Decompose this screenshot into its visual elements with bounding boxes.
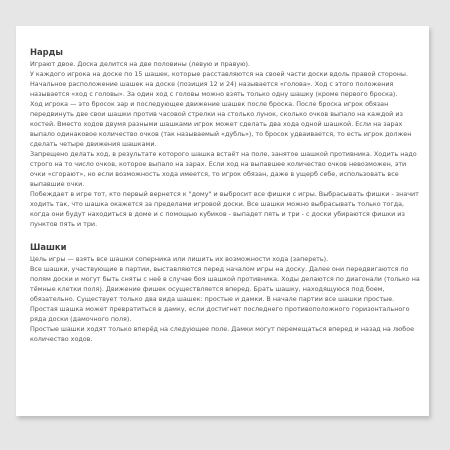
rules-content	[30, 46, 422, 344]
paragraph: Простые шашки ходят только вперёд на следующее поле. Дамки могут перемещаться вперед и назад на любое количество ходов.	[30, 325, 415, 343]
section-divider-space	[30, 229, 422, 241]
section-title-shashki: Шашки	[30, 242, 67, 252]
rules-card	[16, 26, 429, 416]
section-title-nardy: Нарды	[30, 47, 63, 57]
paragraph: Запрещено делать ход, в результате которого шашка встаёт на поле, занятое шашкой противника. Ходить надо строго на то число очков, которое выпало на зарах. Если ход на выпавшее количество очков невозможен, эти очки «сгорают», но если возможность хода имеется, то игрок обязан, даже в ущерб себе, использовать все выпавшие очки.	[30, 150, 417, 188]
paragraph: У каждого игрока на доске по 15 шашек, которые расставляются на своей части доски вдоль правой стороны. Начальное расположение шашек на доске (позиция 12 и 24) называется «голова». Ход с этого положения называется «ход с головы». За один ход с головы можно взять только одну шашку (кроме первого броска).	[30, 70, 408, 98]
paragraph: Цель игры — взять все шашки соперника или лишить их возможности хода (запереть).	[30, 255, 329, 263]
paragraph: Все шашки, участвующие в партии, выставляются перед началом игры на доску. Далее они передвигаются по полям доски и могут быть сняты с неё в случае боя шашкой противника. Ходы делаются по диагонали (только на тёмные клетки поля). Движение фишек осуществляется вперед. Брать шашку, находящуюся под боем, обязательно. Существует только два вида шашек: простые и дамки. В начале партии все шашки простые. Простая шашка может превратиться в дамку, если достигнет последнего противоположного горизонтального ряда доски (дамочного поля).	[30, 265, 420, 323]
paragraph: Играют двое. Доска делится на две половины (левую и правую).	[30, 60, 251, 68]
paragraph: Побеждает в игре тот, кто первый вернется к "дому" и выбросит все фишки с игры. Выбрасывать фишки - значит ходить так, что шашка окажется за пределами игровой доски. Все шашки можно выбрасывать только тогда, когда они будут находиться в доме и с помощью кубиков - выпадет пять и три - с доски убираются фишки из пунктов пять и три.	[30, 190, 419, 228]
paragraph: Ход игрока — это бросок зар и последующее движение шашек после броска. После броска игрок обязан передвинуть две свои шашки против часовой стрелки на столько лунок, сколько очков выпало на каждой из костей. Вместо ходов двумя разными шашками игрок может сделать два хода одной шашкой. Если на зарах выпало одинаковое количество очков (так называемый «дубль»), то бросок удваивается, то есть игрок должен сделать четыре движения шашками.	[30, 100, 412, 148]
